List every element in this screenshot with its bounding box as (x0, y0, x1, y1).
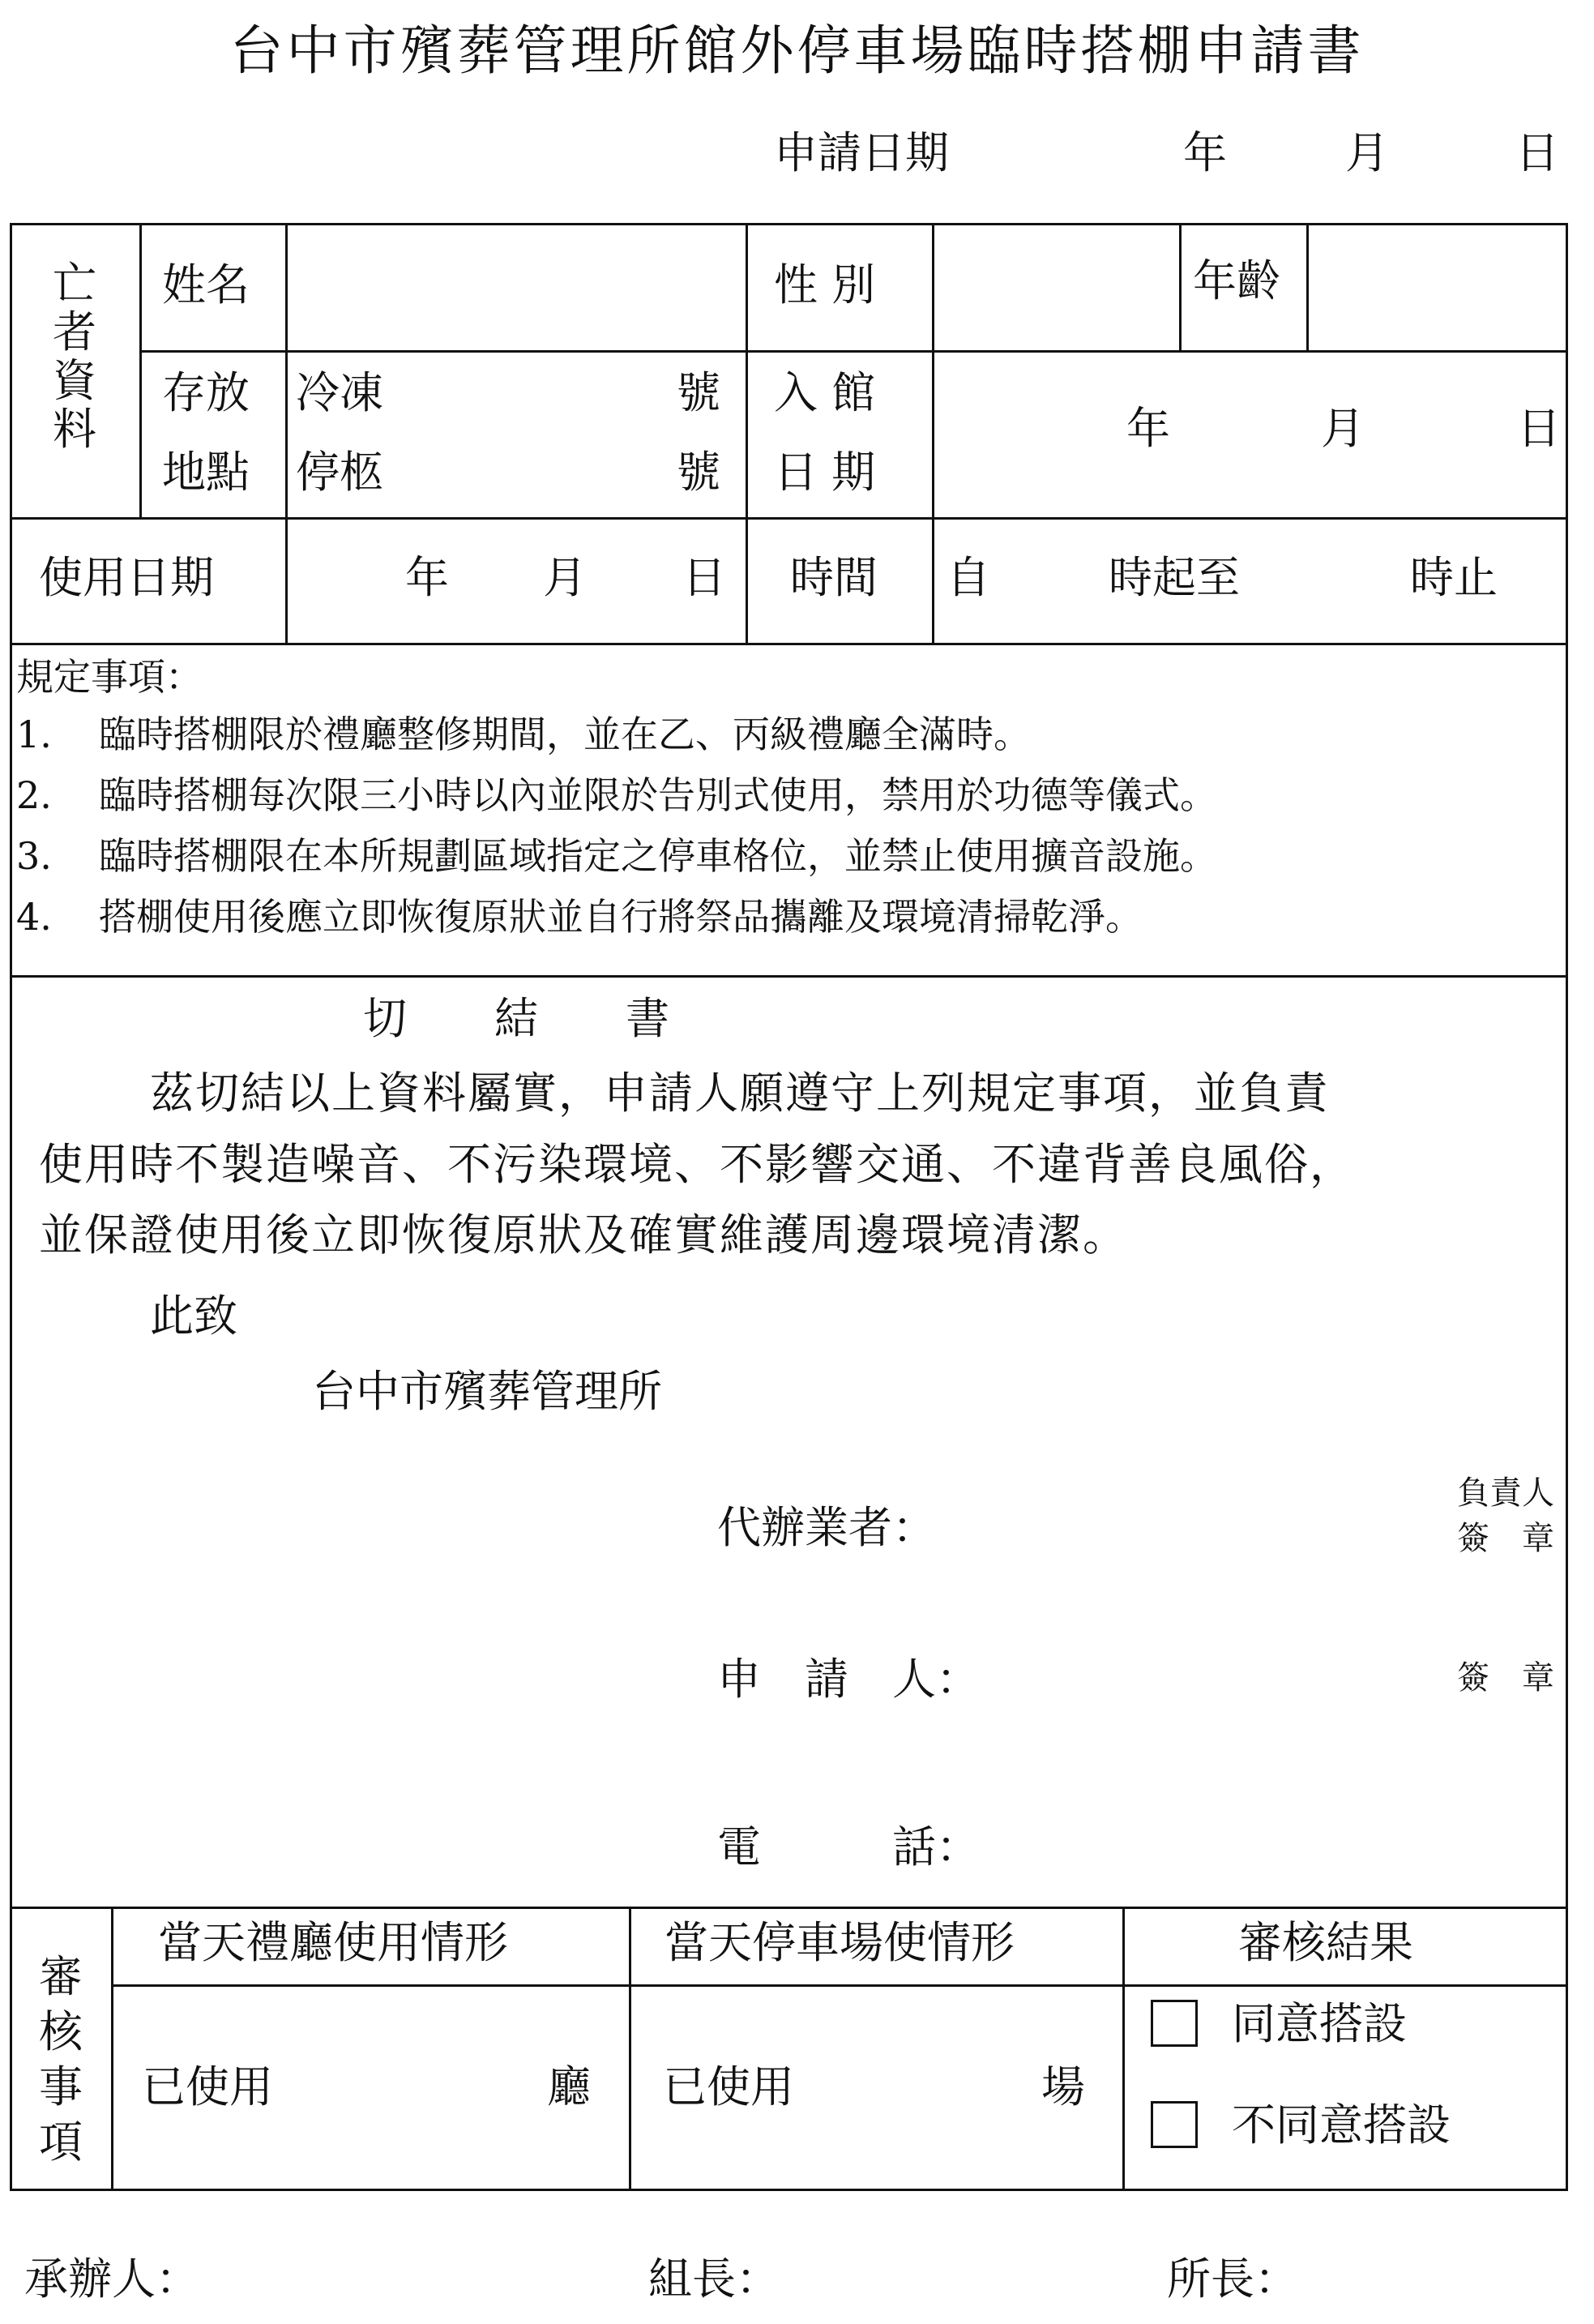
admission-day: 日 (1517, 403, 1561, 454)
admission-label-line1: 入 館 (774, 367, 876, 418)
leader-label: 組長： (648, 2253, 780, 2305)
name-field[interactable] (288, 226, 742, 348)
parking-used-label: 已使用 (663, 2061, 794, 2112)
salutation: 此致 (150, 1290, 237, 1342)
name-label: 姓名 (162, 259, 250, 310)
admission-year: 年 (1126, 403, 1170, 454)
agent-sign-line2: 簽 章 (1457, 1520, 1554, 1557)
application-year: 年 (1183, 127, 1227, 178)
applicant-field[interactable] (972, 1646, 1442, 1710)
phone-label: 電 話： (717, 1821, 980, 1872)
hall-usage-header: 當天禮廳使用情形 (158, 1917, 508, 1968)
affidavit-heading: 切 結 書 (363, 993, 669, 1044)
coffin-number-unit: 號 (677, 447, 720, 498)
usage-month: 月 (543, 552, 587, 603)
usage-time-label: 時間 (790, 552, 878, 603)
recipient: 台中市殯葬管理所 (312, 1366, 662, 1417)
storage-label-line1: 存放 (162, 367, 250, 418)
phone-field[interactable] (981, 1812, 1548, 1877)
usage-from: 自 (947, 552, 990, 603)
form-title: 台中市殯葬管理所館外停車場臨時搭棚申請書 (229, 19, 1365, 82)
freezer-number-unit: 號 (677, 367, 720, 418)
usage-day: 日 (682, 552, 726, 603)
usage-year: 年 (405, 552, 449, 603)
age-label: 年齡 (1193, 255, 1280, 306)
disagree-checkbox[interactable] (1151, 2101, 1198, 2148)
application-date-label: 申請日期 (774, 127, 949, 178)
parking-unit: 場 (1041, 2061, 1085, 2112)
gender-label: 性 別 (774, 259, 876, 310)
rule-text: 臨時搭棚限在本所規劃區域指定之停車格位，並禁止使用擴音設施。 (99, 834, 1217, 878)
rules-heading: 規定事項： (16, 655, 203, 699)
agree-label: 同意搭設 (1232, 1998, 1407, 2049)
rule-text: 臨時搭棚限於禮廳整修期間，並在乙、丙級禮廳全滿時。 (99, 713, 1031, 756)
gender-field[interactable] (935, 226, 1177, 348)
disagree-label: 不同意搭設 (1232, 2099, 1451, 2151)
agent-sign-line1: 負責人 (1457, 1474, 1554, 1512)
freezer-label: 冷凍 (296, 367, 383, 418)
age-field[interactable] (1310, 226, 1564, 348)
affidavit-line-2: 使用時不製造噪音、不污染環境、不影響交通、不違背善良風俗， (39, 1139, 1355, 1190)
affidavit-line-3: 並保證使用後立即恢復原狀及確實維護周邊環境清潔。 (39, 1209, 1128, 1260)
rule-text: 臨時搭棚每次限三小時以內並限於告別式使用，禁用於功德等儀式。 (99, 773, 1217, 817)
storage-label-line2: 地點 (162, 447, 250, 498)
applicant-sign: 簽 章 (1457, 1659, 1554, 1697)
rule-number: 4. (16, 895, 52, 939)
rule-number: 1. (16, 713, 52, 756)
hall-used-label: 已使用 (142, 2061, 273, 2112)
review-section-label: 審核事項 (39, 1951, 83, 2168)
coffin-label: 停柩 (296, 447, 383, 498)
application-month: 月 (1345, 127, 1389, 178)
applicant-label: 申 請 人： (717, 1654, 980, 1705)
rule-number: 2. (16, 773, 52, 817)
admission-label-line2: 日 期 (774, 447, 876, 498)
deceased-section-label: 亡者資料 (53, 258, 96, 455)
hall-unit: 廳 (547, 2061, 591, 2112)
agent-field[interactable] (956, 1492, 1426, 1556)
application-day: 日 (1515, 127, 1559, 178)
usage-start: 時起至 (1109, 552, 1240, 603)
handler-label: 承辦人： (24, 2253, 199, 2305)
rule-number: 3. (16, 834, 52, 878)
affidavit-line-1: 茲切結以上資料屬實，申請人願遵守上列規定事項，並負責 (150, 1068, 1330, 1119)
agent-label: 代辦業者： (717, 1502, 936, 1553)
director-label: 所長： (1167, 2253, 1298, 2305)
rule-text: 搭棚使用後應立即恢復原狀並自行將祭品攜離及環境清掃乾淨。 (99, 895, 1143, 939)
usage-date-label: 使用日期 (39, 552, 214, 603)
usage-end: 時止 (1410, 552, 1498, 603)
admission-month: 月 (1321, 403, 1365, 454)
parking-usage-header: 當天停車場使情形 (665, 1917, 1015, 1968)
review-result-header: 審核結果 (1238, 1917, 1413, 1968)
agree-checkbox[interactable] (1151, 2000, 1198, 2047)
